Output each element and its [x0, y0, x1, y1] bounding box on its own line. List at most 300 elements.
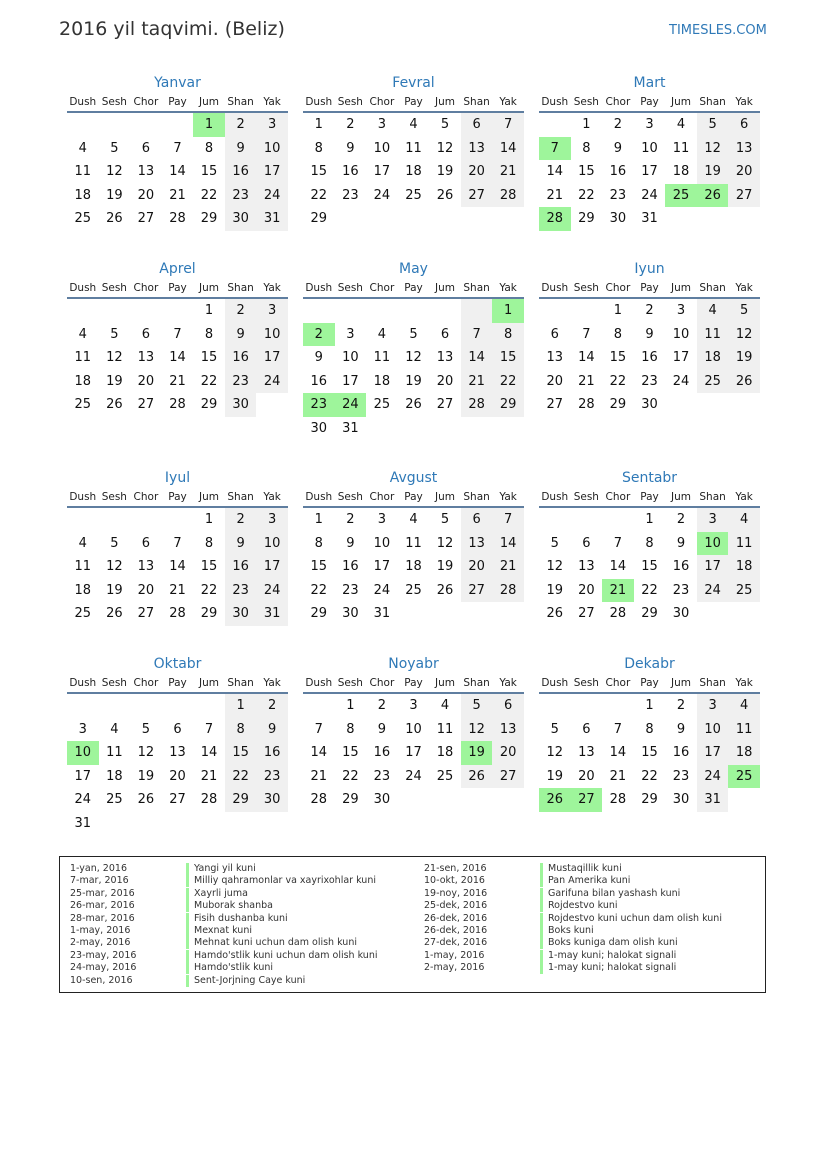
day-cell: 25	[373, 397, 391, 412]
empty-cell	[571, 299, 603, 323]
day-cell: 24	[672, 373, 690, 389]
holiday-date: 26-mar, 2016	[70, 900, 135, 912]
day-cell: 27	[571, 788, 603, 812]
day-cell: 25	[436, 768, 454, 784]
weekday-label: Dush	[305, 96, 333, 108]
day-cell: 7	[582, 326, 591, 342]
weekday-label: Chor	[133, 282, 159, 294]
day-cell: 12	[436, 140, 454, 156]
day-cell: 19	[137, 768, 155, 784]
day-cell: 18	[74, 187, 92, 203]
day-cell: 17	[342, 373, 359, 389]
day-cell: 2	[377, 698, 387, 713]
weekday-label: Dush	[69, 282, 97, 294]
day-cell: 7	[173, 535, 182, 551]
empty-cell	[99, 299, 131, 323]
day-cell: 12	[405, 350, 422, 365]
day-cell: 17	[74, 768, 92, 784]
day-cell: 4	[409, 512, 418, 527]
day-cell: 20	[546, 373, 564, 389]
day-grid	[303, 508, 524, 626]
day-cell: 20	[492, 741, 524, 765]
empty-cell	[602, 694, 634, 718]
day-cell: 11	[405, 140, 422, 156]
holiday-date: 1-may, 2016	[70, 924, 131, 936]
day-cell: 27	[169, 792, 186, 807]
legend-row	[424, 937, 722, 949]
day-cell: 9	[613, 140, 623, 156]
day-cell: 14	[200, 745, 218, 760]
day-cell: 25	[74, 606, 92, 621]
day-cell: 27	[436, 397, 454, 412]
month-title: Iyul	[164, 470, 191, 486]
day-cell: 5	[440, 512, 450, 527]
day-cell: 22	[200, 187, 218, 203]
day-cell: 10	[697, 718, 729, 742]
legend-row	[70, 950, 377, 962]
day-cell: 6	[728, 113, 760, 137]
weekday-label: Yak	[263, 282, 281, 294]
day-cell: 3	[346, 326, 355, 342]
month-title: Sentabr	[621, 470, 678, 486]
day-cell: 30	[310, 420, 328, 436]
weekday-label: Pay	[404, 677, 423, 689]
day-cell: 4	[377, 326, 387, 342]
day-cell: 5	[110, 140, 119, 156]
day-cell: 12	[106, 559, 123, 574]
day-cell: 3	[256, 299, 288, 323]
weekday-label: Shan	[227, 491, 254, 503]
weekday-label: Chor	[605, 282, 631, 294]
day-cell: 25	[405, 187, 422, 203]
day-cell: 16	[225, 346, 257, 370]
day-cell: 27	[578, 606, 595, 621]
weekday-label: Pay	[168, 491, 187, 503]
holiday-color-marker	[186, 913, 189, 925]
weekday-label: Chor	[133, 96, 159, 108]
holiday-color-marker	[186, 863, 189, 875]
day-cell: 2	[645, 303, 654, 318]
day-cell: 19	[436, 559, 454, 574]
weekday-label: Sesh	[101, 491, 127, 503]
day-cell: 30	[256, 788, 288, 812]
day-cell: 27	[492, 765, 524, 789]
day-grid	[67, 299, 288, 417]
day-cell: 29	[641, 606, 658, 621]
day-cell: 22	[641, 768, 658, 784]
day-cell: 19	[106, 187, 123, 203]
weekday-label: Yak	[499, 282, 517, 294]
holiday-name: Mexnat kuni	[194, 924, 252, 936]
empty-cell	[539, 113, 571, 137]
day-cell: 10	[672, 326, 690, 342]
legend-column-left	[70, 863, 377, 987]
day-cell: 13	[728, 137, 760, 161]
day-cell: 27	[461, 184, 493, 208]
day-cell: 13	[578, 559, 595, 574]
legend-row	[424, 950, 722, 962]
holiday-name: 1-may kuni; halokat signali	[548, 962, 677, 974]
day-cell: 22	[200, 373, 218, 389]
day-grid	[67, 113, 288, 231]
day-cell: 22	[225, 765, 257, 789]
weekday-label: Pay	[640, 282, 659, 294]
weekday-header	[67, 279, 288, 299]
day-cell: 12	[728, 323, 760, 347]
empty-cell	[67, 508, 99, 532]
weekday-label: Pay	[640, 677, 659, 689]
month-title: Dekabr	[624, 656, 675, 672]
day-cell: 21	[546, 187, 564, 203]
day-cell: 11	[405, 535, 422, 551]
day-cell: 2	[225, 113, 257, 137]
day-cell: 4	[676, 117, 686, 132]
day-cell: 7	[314, 721, 323, 737]
weekday-label: Yak	[735, 491, 753, 503]
holiday-date: 23-may, 2016	[70, 949, 137, 961]
day-cell: 12	[436, 535, 454, 551]
month-avgust	[303, 468, 524, 626]
weekday-label: Pay	[404, 491, 423, 503]
day-cell: 18	[672, 164, 690, 179]
weekday-label: Chor	[605, 491, 631, 503]
day-cell: 8	[613, 326, 623, 342]
holiday-name: Sent-Jorjning Caye kuni	[194, 974, 306, 986]
month-iyul	[67, 468, 288, 626]
legend-row	[424, 863, 722, 875]
day-cell: 7	[204, 721, 214, 737]
empty-cell	[539, 694, 571, 718]
day-cell: 15	[310, 559, 328, 574]
holiday-name: Hamdo'stlik kuni uchun dam olish kuni	[194, 949, 378, 961]
holiday-color-marker	[540, 937, 543, 949]
empty-cell	[303, 299, 335, 323]
holiday-legend	[59, 856, 766, 993]
day-cell: 23	[225, 370, 257, 394]
day-cell: 13	[461, 532, 493, 556]
day-cell: 2	[256, 694, 288, 718]
weekday-label: Dush	[305, 491, 333, 503]
day-cell: 29	[609, 397, 627, 412]
day-cell: 15	[225, 741, 257, 765]
empty-cell	[130, 113, 162, 137]
month-title: Avgust	[389, 470, 438, 486]
weekday-header	[539, 279, 760, 299]
day-cell: 2	[676, 698, 686, 713]
day-cell: 17	[256, 346, 288, 370]
weekday-label: Sesh	[573, 677, 599, 689]
holiday-name: Muborak shanba	[194, 900, 273, 912]
day-cell: 18	[74, 582, 92, 598]
day-cell: 10	[67, 741, 99, 765]
day-cell: 19	[436, 164, 454, 179]
day-cell: 4	[110, 721, 119, 737]
day-cell: 3	[645, 117, 654, 132]
day-cell: 3	[697, 508, 729, 532]
empty-cell	[67, 694, 99, 718]
holiday-color-marker	[540, 962, 543, 974]
day-cell: 15	[578, 164, 595, 179]
day-cell: 10	[405, 721, 422, 737]
day-cell: 20	[169, 768, 186, 784]
day-grid	[539, 113, 760, 231]
day-cell: 4	[697, 299, 729, 323]
day-cell: 24	[405, 768, 422, 784]
day-cell: 6	[440, 326, 450, 342]
day-cell: 15	[492, 346, 524, 370]
day-cell: 26	[106, 211, 123, 226]
day-cell: 18	[373, 373, 391, 389]
day-cell: 3	[78, 721, 87, 737]
day-cell: 17	[641, 164, 658, 179]
day-cell: 19	[106, 582, 123, 598]
day-cell: 22	[641, 582, 658, 598]
day-cell: 1	[204, 303, 214, 318]
day-cell: 21	[169, 582, 186, 598]
day-cell: 2	[303, 323, 335, 347]
day-cell: 10	[256, 137, 288, 161]
day-cell: 18	[697, 346, 729, 370]
day-cell: 30	[609, 211, 627, 226]
day-cell: 25	[728, 765, 760, 789]
day-cell: 16	[672, 559, 690, 574]
holiday-name: Boks kuni	[548, 924, 594, 936]
day-cell: 27	[461, 579, 493, 603]
day-cell: 31	[373, 606, 391, 621]
legend-row	[70, 888, 377, 900]
day-cell: 20	[137, 582, 155, 598]
day-cell: 3	[676, 303, 686, 318]
day-cell: 21	[169, 187, 186, 203]
day-cell: 1	[193, 113, 225, 137]
day-cell: 15	[310, 164, 328, 179]
day-cell: 1	[314, 117, 323, 132]
holiday-name: Pan Amerika kuni	[548, 875, 631, 887]
day-cell: 28	[609, 606, 627, 621]
weekday-header	[67, 674, 288, 694]
weekday-label: Dush	[541, 282, 569, 294]
day-cell: 9	[346, 535, 355, 551]
month-oktabr	[67, 654, 288, 835]
legend-row	[424, 925, 722, 937]
day-cell: 24	[697, 579, 729, 603]
empty-cell	[398, 299, 430, 323]
day-cell: 10	[373, 140, 391, 156]
day-cell: 18	[106, 768, 123, 784]
legend-row	[70, 900, 377, 912]
holiday-name: Mehnat kuni uchun dam olish kuni	[194, 937, 357, 949]
day-cell: 26	[405, 397, 422, 412]
day-cell: 2	[676, 512, 686, 527]
day-cell: 23	[672, 582, 690, 598]
day-cell: 14	[492, 532, 524, 556]
day-cell: 16	[310, 373, 328, 389]
day-cell: 21	[461, 370, 493, 394]
holiday-color-marker	[186, 925, 189, 937]
site-link[interactable]: TIMESLES.COM	[669, 23, 767, 38]
day-cell: 6	[550, 326, 559, 342]
day-grid	[303, 113, 524, 231]
day-cell: 2	[613, 117, 623, 132]
day-cell: 6	[492, 694, 524, 718]
day-cell: 24	[335, 393, 367, 417]
day-cell: 13	[137, 559, 155, 574]
day-cell: 18	[436, 745, 454, 760]
day-cell: 26	[106, 606, 123, 621]
holiday-date: 2-may, 2016	[424, 962, 485, 974]
weekday-label: Shan	[463, 491, 490, 503]
weekday-label: Dush	[541, 96, 569, 108]
day-cell: 31	[697, 788, 729, 812]
day-cell: 6	[461, 113, 493, 137]
day-cell: 16	[641, 350, 658, 365]
day-cell: 12	[106, 164, 123, 179]
day-grid	[539, 694, 760, 812]
day-cell: 27	[137, 211, 155, 226]
day-cell: 8	[314, 140, 323, 156]
day-cell: 9	[314, 350, 323, 365]
day-cell: 3	[409, 698, 418, 713]
empty-cell	[67, 113, 99, 137]
day-cell: 23	[225, 579, 257, 603]
day-cell: 19	[546, 768, 564, 784]
month-aprel	[67, 259, 288, 417]
weekday-header	[67, 488, 288, 508]
holiday-color-marker	[540, 888, 543, 900]
weekday-label: Jum	[671, 96, 692, 108]
day-cell: 25	[405, 582, 422, 598]
empty-cell	[162, 694, 194, 718]
day-cell: 11	[697, 323, 729, 347]
day-cell: 29	[492, 393, 524, 417]
weekday-label: Shan	[227, 96, 254, 108]
holiday-color-marker	[540, 900, 543, 912]
holiday-color-marker	[540, 863, 543, 875]
day-cell: 31	[256, 207, 288, 231]
day-cell: 27	[137, 397, 155, 412]
holiday-date: 10-okt, 2016	[424, 875, 485, 887]
day-cell: 21	[609, 768, 627, 784]
day-cell: 22	[609, 373, 627, 389]
day-cell: 7	[492, 508, 524, 532]
day-cell: 2	[225, 508, 257, 532]
holiday-date: 27-dek, 2016	[424, 937, 488, 949]
day-cell: 11	[74, 164, 92, 179]
month-noyabr	[303, 654, 524, 812]
day-cell: 4	[728, 694, 760, 718]
weekday-label: Chor	[369, 282, 395, 294]
day-cell: 3	[256, 508, 288, 532]
day-cell: 24	[373, 582, 391, 598]
day-cell: 16	[672, 745, 690, 760]
day-cell: 24	[256, 579, 288, 603]
day-cell: 21	[492, 555, 524, 579]
day-cell: 28	[169, 211, 186, 226]
holiday-name: Rojdestvo kuni	[548, 900, 618, 912]
month-may	[303, 259, 524, 440]
weekday-header	[539, 674, 760, 694]
legend-row	[424, 888, 722, 900]
weekday-label: Yak	[263, 491, 281, 503]
legend-column-right	[424, 863, 722, 975]
day-cell: 10	[256, 532, 288, 556]
day-cell: 26	[539, 788, 571, 812]
holiday-date: 26-dek, 2016	[424, 912, 488, 924]
weekday-label: Shan	[699, 96, 726, 108]
day-cell: 15	[342, 745, 359, 760]
day-cell: 8	[204, 326, 214, 342]
weekday-label: Sesh	[337, 491, 363, 503]
day-cell: 6	[173, 721, 182, 737]
day-cell: 15	[200, 350, 218, 365]
day-cell: 10	[342, 350, 359, 365]
month-mart	[539, 73, 760, 231]
day-cell: 5	[550, 535, 559, 551]
day-cell: 24	[373, 187, 391, 203]
day-cell: 23	[641, 373, 658, 389]
day-cell: 29	[641, 792, 658, 807]
day-cell: 7	[173, 140, 182, 156]
day-cell: 13	[137, 350, 155, 365]
day-grid	[539, 508, 760, 626]
weekday-label: Sesh	[573, 96, 599, 108]
weekday-header	[539, 488, 760, 508]
empty-cell	[99, 113, 131, 137]
day-cell: 9	[346, 140, 355, 156]
empty-cell	[461, 299, 493, 323]
month-title: Iyun	[634, 261, 665, 277]
day-cell: 5	[728, 299, 760, 323]
legend-row	[70, 962, 377, 974]
month-iyun	[539, 259, 760, 417]
day-cell: 21	[310, 768, 328, 784]
day-cell: 29	[200, 606, 218, 621]
weekday-label: Jum	[199, 491, 220, 503]
day-cell: 9	[645, 326, 654, 342]
day-cell: 25	[728, 579, 760, 603]
holiday-color-marker	[540, 913, 543, 925]
day-cell: 19	[697, 160, 729, 184]
day-cell: 9	[676, 535, 686, 551]
day-cell: 27	[546, 397, 564, 412]
day-cell: 26	[436, 582, 454, 598]
empty-cell	[130, 508, 162, 532]
weekday-label: Dush	[541, 491, 569, 503]
day-cell: 19	[461, 741, 493, 765]
day-cell: 16	[225, 555, 257, 579]
day-cell: 20	[728, 160, 760, 184]
day-cell: 26	[461, 765, 493, 789]
day-cell: 24	[74, 792, 92, 807]
holiday-name: Garifuna bilan yashash kuni	[548, 887, 681, 899]
holiday-date: 7-mar, 2016	[70, 875, 129, 887]
holiday-name: Mustaqillik kuni	[548, 863, 622, 874]
weekday-label: Shan	[699, 491, 726, 503]
legend-row	[70, 913, 377, 925]
day-cell: 3	[256, 113, 288, 137]
day-cell: 25	[697, 370, 729, 394]
day-cell: 24	[256, 370, 288, 394]
day-cell: 9	[225, 323, 257, 347]
weekday-label: Jum	[199, 677, 220, 689]
day-cell: 5	[141, 721, 151, 737]
weekday-label: Shan	[463, 282, 490, 294]
weekday-label: Jum	[435, 677, 456, 689]
day-cell: 15	[609, 350, 627, 365]
day-cell: 5	[461, 694, 493, 718]
legend-row	[70, 975, 377, 987]
weekday-label: Yak	[735, 282, 753, 294]
